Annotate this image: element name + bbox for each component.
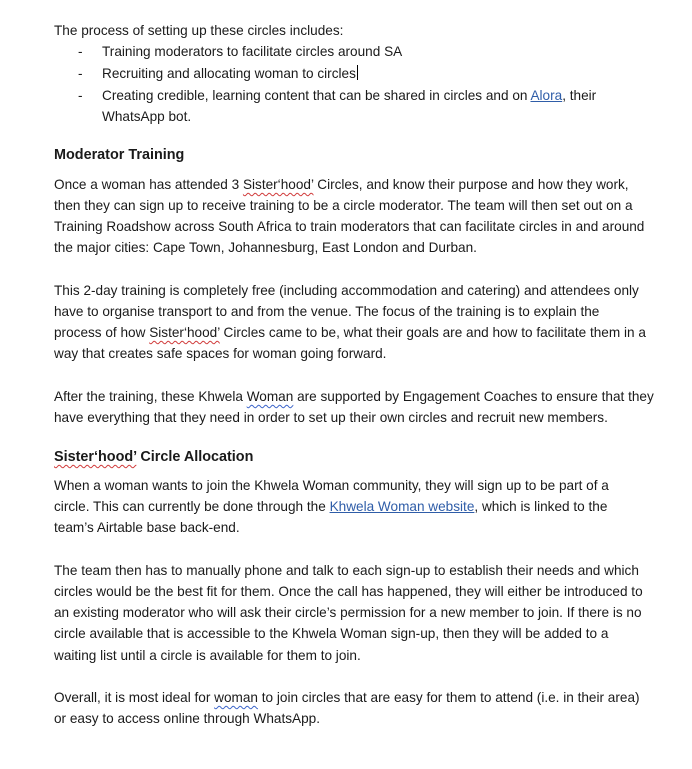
paragraph-line: circle. This can currently be done through the Khwela Woman website, which is linked to the <box>54 499 608 514</box>
heading-circle-allocation: Sister‘hood’ Circle Allocation <box>54 449 254 465</box>
paragraph-line: This 2-day training is completely free (including accommodation and catering) and attendees only <box>54 283 639 298</box>
paragraph-line: waiting list until a circle is available for them to join. <box>54 648 361 663</box>
paragraph-line: the major cities: Cape Town, Johannesburg, East London and Durban. <box>54 240 477 255</box>
paragraph-line: team’s Airtable base back-end. <box>54 520 240 535</box>
paragraph-line: an existing moderator who will ask their circle’s permission for a new member to join. If there is no <box>54 605 642 620</box>
bullet-marker: - <box>78 66 83 81</box>
spellcheck-word: Sister‘hood’ <box>149 325 220 340</box>
paragraph-line: Overall, it is most ideal for woman to join circles that are easy for them to attend (i.e. in their area) <box>54 690 640 705</box>
paragraph-line: have everything that they need in order to set up their own circles and recruit new members. <box>54 410 608 425</box>
paragraph-line: The team then has to manually phone and talk to each sign-up to establish their needs and which <box>54 563 639 578</box>
text-cursor <box>357 65 358 80</box>
bullet-marker: - <box>78 44 83 59</box>
list-item-text: Training moderators to facilitate circles around SA <box>102 44 403 59</box>
paragraph-line: After the training, these Khwela Woman are supported by Engagement Coaches to ensure that they <box>54 389 654 404</box>
spellcheck-word: Sister‘hood’ <box>54 449 137 465</box>
bullet-marker: - <box>78 88 83 103</box>
grammar-word: woman <box>214 690 258 705</box>
spellcheck-word: Sister‘hood’ <box>242 177 314 192</box>
paragraph-line: When a woman wants to join the Khwela Woman community, they will sign up to be part of a <box>54 478 609 493</box>
paragraph-line: Training Roadshow across South Africa to train moderators that can facilitate circles in and around <box>54 219 645 234</box>
document-page: The process of setting up these circles includes: - Training moderators to facilitate circles around SA - Recruiting and allocating woman to circles - Creating credible, learning content that can be shared in circles and on Alora, their WhatsApp bot. Moderator Training Once a woman has attended 3 Sister‘hood’ Circles, and know their purpose and how they work, then they can sign up to receive training to be a circle moderator. The team will then set out on a Training Roadshow across South Africa to train moderators that can facilitate circles in and around the major cities: Cape Town, Johannesburg, East London and Durban. This 2-day training is completely free (including accommodation and catering) and attendees only have to organise transport to and from the venue. The focus of the training is to explain the process of how Sister‘hood’ Circles came to be, what their goals are and how to facilitate them in a way that creates safe spaces for woman going forward. After the training, these Khwela Woman are supported by Engagement Coaches to ensure that they have everything that they need in order to set up their own circles and recruit new members. Sister‘hood’ Circle Allocation When a woman wants to join the Khwela Woman community, they will sign up to be part of a circle. This can currently be done through the Khwela Woman website, which is linked to the team’s Airtable base back-end. The team then has to manually phone and talk to each sign-up to establish their needs and which circles would be the best fit for them. Once the call has happened, they will either be introduced to an existing moderator who will ask their circle’s permission for a new member to join. If there is no circle available that is accessible to the Khwela Woman sign-up, then they will be added to a waiting list until a circle is available for them to join. Overall, it is most ideal for woman to join circles that are easy for them to attend (i.e. in their area) or easy to access online through WhatsApp. <box>0 0 692 769</box>
list-item-text: Recruiting and allocating woman to circles <box>102 66 356 81</box>
intro-lead: The process of setting up these circles includes: <box>54 23 344 38</box>
paragraph-line: Once a woman has attended 3 Sister‘hood’ Circles, and know their purpose and how they work, <box>54 177 629 192</box>
paragraph-line: or easy to access online through WhatsApp. <box>54 711 320 726</box>
alora-link[interactable]: Alora <box>530 88 563 103</box>
heading-moderator-training: Moderator Training <box>54 147 185 163</box>
grammar-word: Woman <box>246 389 294 404</box>
paragraph-line: way that creates safe spaces for woman going forward. <box>54 346 387 361</box>
paragraph-line: then they can sign up to receive training to be a circle moderator. The team will then set out on a <box>54 198 633 213</box>
paragraph-line: circle available that is accessible to the Khwela Woman sign-up, then they will be added to a <box>54 626 609 641</box>
paragraph-line: circles would be the best fit for them. Once the call has happened, they will either be introduced to <box>54 584 643 599</box>
paragraph-line: process of how Sister‘hood’ Circles came to be, what their goals are and how to facilitate them in a <box>54 325 646 340</box>
list-item-text: Creating credible, learning content that can be shared in circles and on Alora, their <box>102 88 597 103</box>
khwela-woman-website-link[interactable]: Khwela Woman website <box>329 499 475 514</box>
paragraph-line: have to organise transport to and from the venue. The focus of the training is to explain the <box>54 304 600 319</box>
